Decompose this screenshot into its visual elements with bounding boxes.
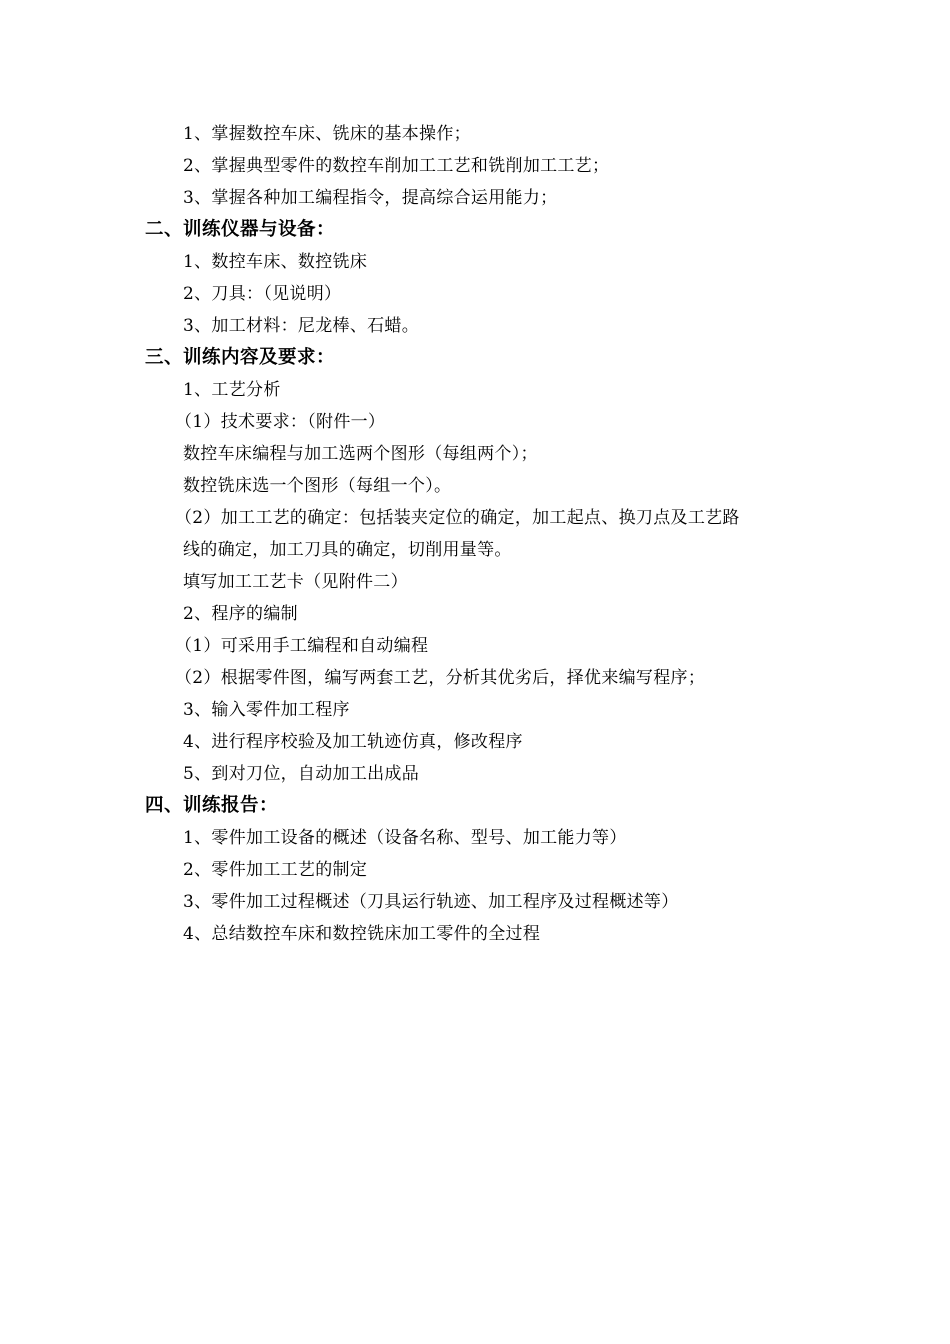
objective-item: 2、掌握典型零件的数控车削加工工艺和铣削加工工艺； (183, 156, 610, 176)
content-line: （2）加工工艺的确定：包括装夹定位的确定，加工起点、换刀点及工艺路 (175, 508, 740, 528)
report-item: 2、零件加工工艺的制定 (183, 860, 368, 880)
content-line: 线的确定，加工刀具的确定，切削用量等。 (183, 540, 512, 560)
content-line: 5、到对刀位，自动加工出成品 (183, 764, 420, 784)
equipment-item: 2、刀具：（见说明） (183, 284, 342, 304)
content-line: 1、工艺分析 (183, 380, 281, 400)
objective-item: 1、掌握数控车床、铣床的基本操作； (183, 124, 471, 144)
report-item: 4、总结数控车床和数控铣床加工零件的全过程 (183, 924, 541, 944)
report-item: 1、零件加工设备的概述（设备名称、型号、加工能力等） (183, 828, 627, 848)
content-line: （1）技术要求：（附件一） (175, 412, 386, 432)
section-heading-report: 四、训练报告： (145, 795, 279, 816)
content-line: 数控铣床选一个图形（每组一个）。 (183, 476, 452, 496)
content-line: 数控车床编程与加工选两个图形（每组两个）； (183, 444, 538, 464)
section-heading-content: 三、训练内容及要求： (145, 347, 336, 368)
content-line: 填写加工工艺卡（见附件二） (183, 572, 408, 592)
content-line: 2、程序的编制 (183, 604, 298, 624)
equipment-item: 3、加工材料：尼龙棒、石蜡。 (183, 316, 420, 336)
content-line: 3、输入零件加工程序 (183, 700, 350, 720)
section-heading-equipment: 二、训练仪器与设备： (145, 219, 336, 240)
objective-item: 3、掌握各种加工编程指令，提高综合运用能力； (183, 188, 558, 208)
equipment-item: 1、数控车床、数控铣床 (183, 252, 368, 272)
content-line: （1）可采用手工编程和自动编程 (175, 636, 429, 656)
document-body (0, 118, 950, 950)
report-item: 3、零件加工过程概述（刀具运行轨迹、加工程序及过程概述等） (183, 892, 679, 912)
content-line: （2）根据零件图，编写两套工艺，分析其优劣后，择优来编写程序； (175, 668, 706, 688)
content-line: 4、进行程序校验及加工轨迹仿真，修改程序 (183, 732, 523, 752)
